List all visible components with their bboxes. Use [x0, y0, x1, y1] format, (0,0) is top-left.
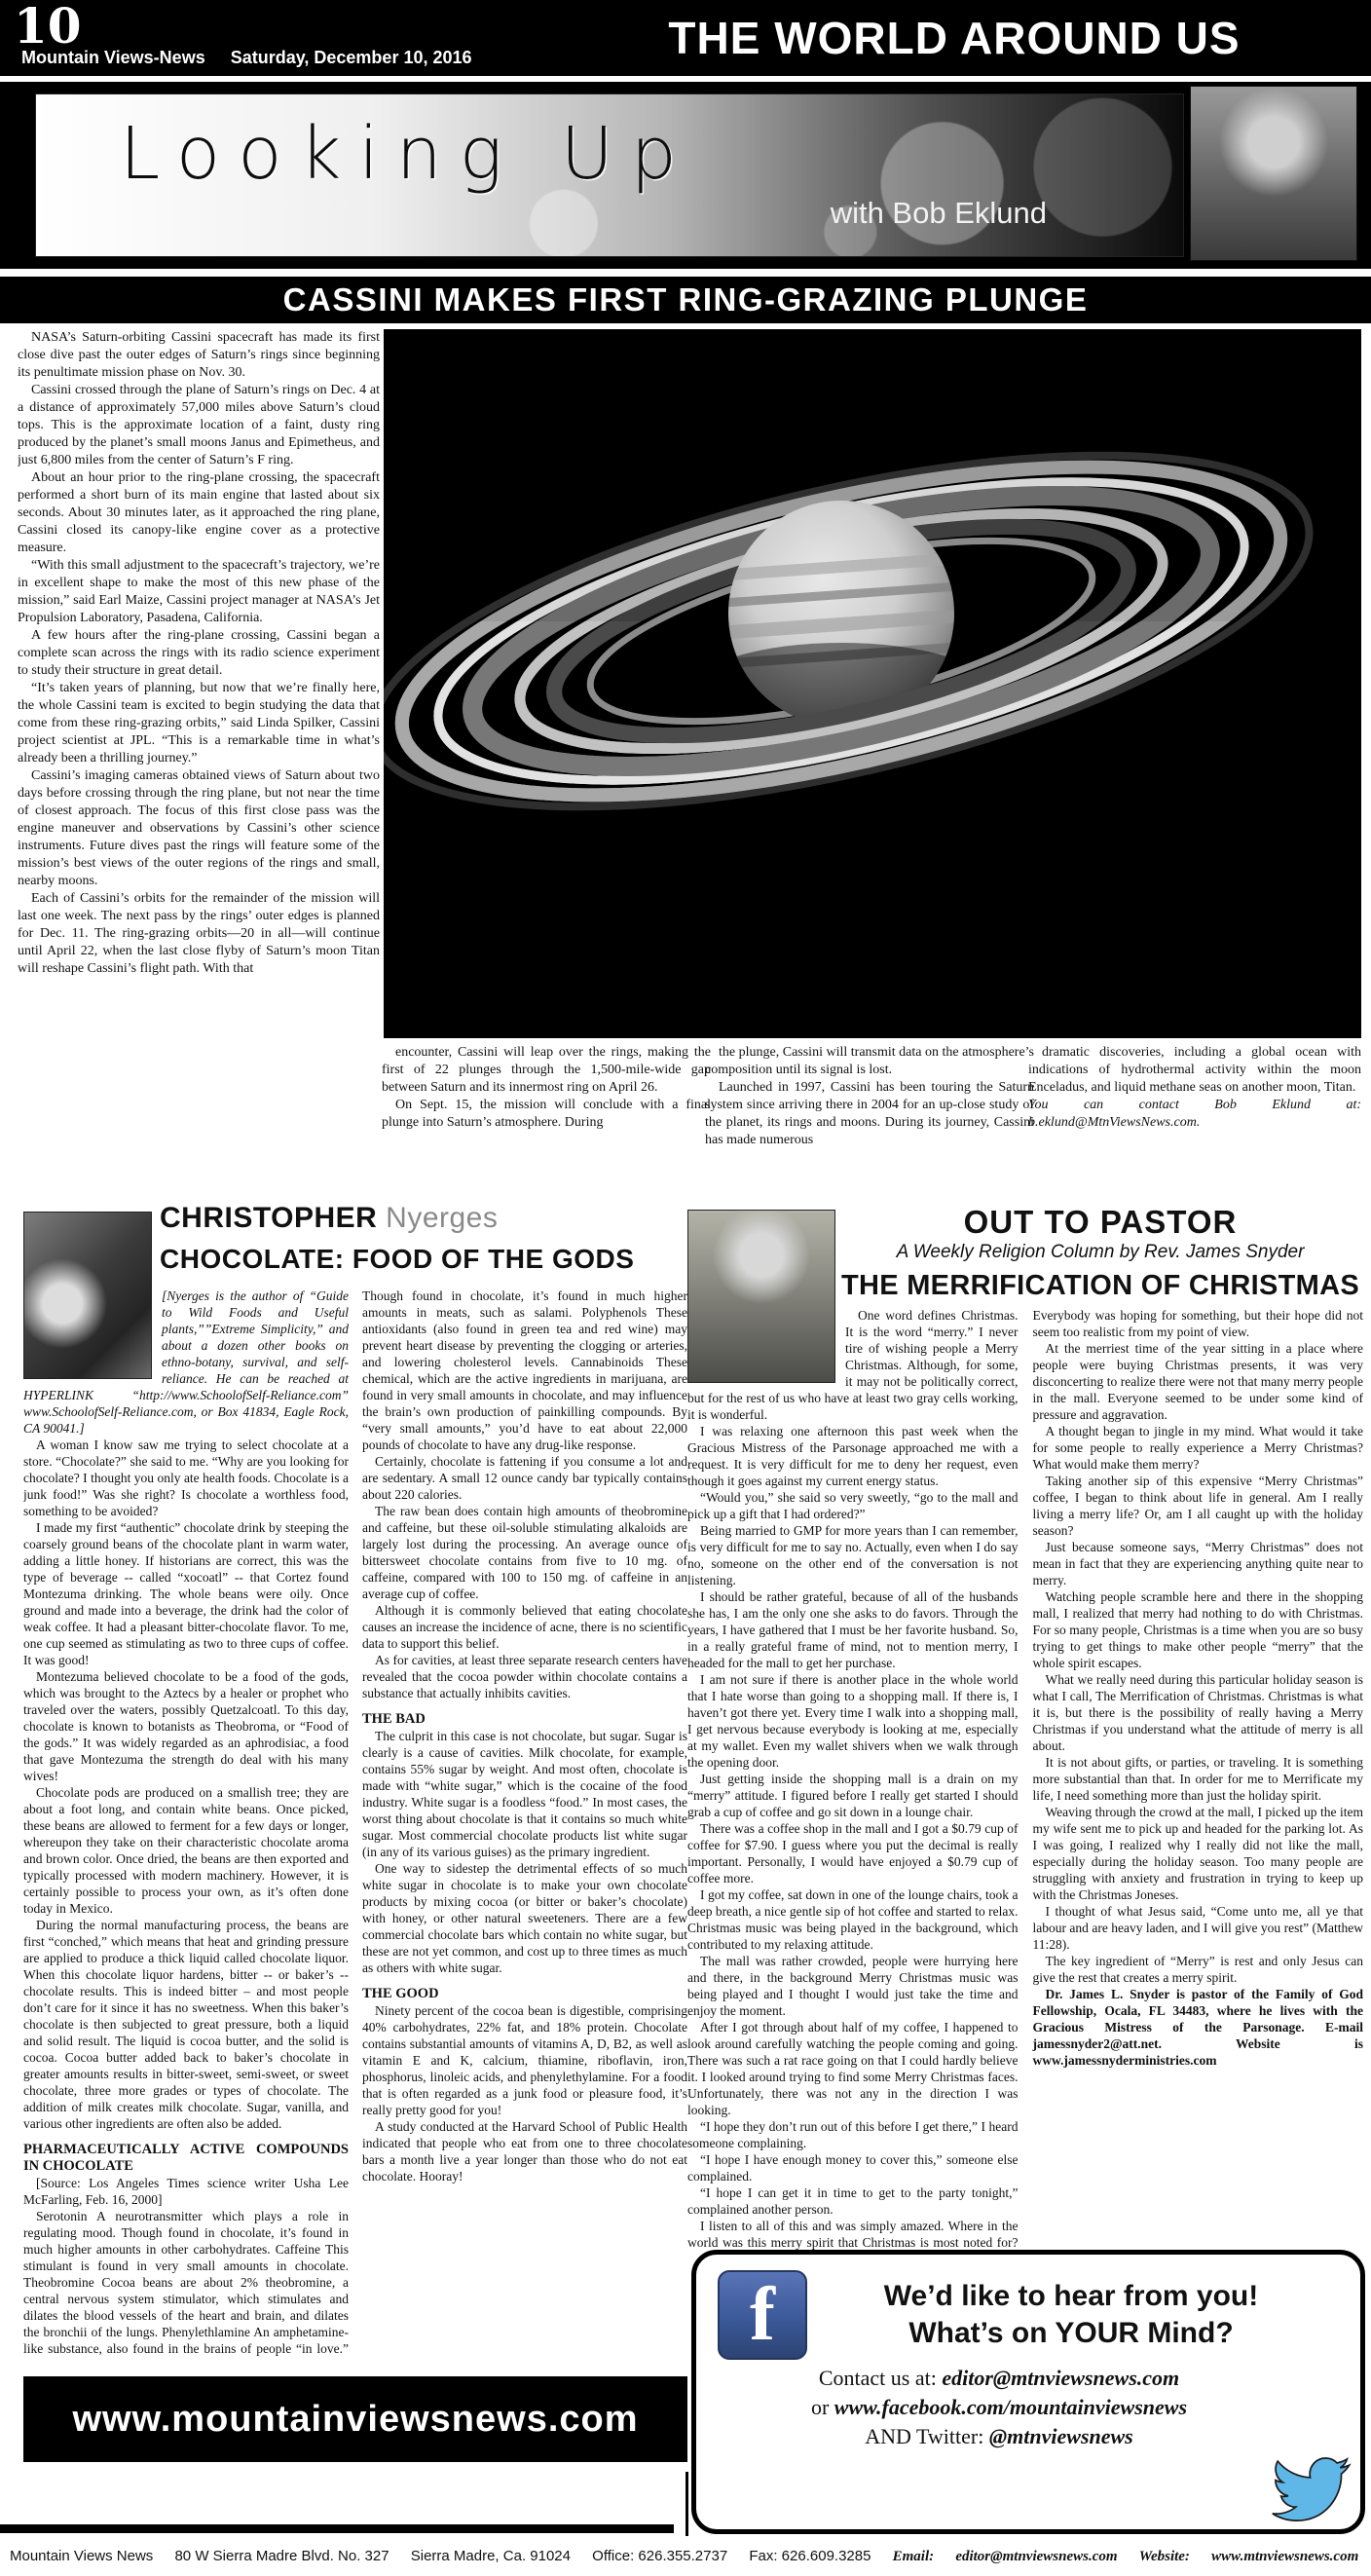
- pastor-article-header: [837, 1204, 1363, 1302]
- chocolate-article-header: [160, 1202, 690, 1286]
- feedback-contact: [696, 2364, 1360, 2451]
- bob-eklund-photo: [1190, 86, 1357, 261]
- pastor-article-title: THE MERRIFICATION OF CHRISTMAS: [840, 1270, 1360, 1301]
- column-logo-title: Looking Up: [120, 112, 694, 196]
- section-title: THE WORLD AROUND US: [668, 13, 1241, 63]
- photo-wrap-spacer: [23, 1288, 162, 1379]
- chocolate-article-title: CHOCOLATE: FOOD OF THE GODS: [160, 1244, 635, 1274]
- author-last-name: Nyerges: [386, 1202, 499, 1234]
- contact-email-link[interactable]: editor@mtnviewsnews.com: [942, 2366, 1180, 2390]
- looking-up-band: [0, 82, 1371, 269]
- cassini-column-1: NASA’s Saturn-orbiting Cassini spacecraft has made its first close dive past the outer edges of Saturn’s rings since beginning its penultimate mission phase on Nov. 30. Cassini crossed through the plane of Saturn’s rings on Dec. 4 at a distance of approximately 57,000 miles above Saturn’s cloud tops. This is the approximate location of a faint, dusty ring produced by the planet’s small moons Janus and Epimetheus, and just 6,800 miles from the center of Saturn’s F ring. About an hour prior to the ring-plane crossing, the spacecraft performed a short burn of its main engine that lasted about six seconds. About 30 minutes later, as it approached the ring plane, Cassini closed its canopy-like engine cover as a protective measure. “With this small adjustment to the spacecraft’s trajectory, we’re in excellent shape to make the most of this new phase of the mission,” said Earl Maize, Cassini project manager at NASA’s Jet Propulsion Laboratory, Pasadena, California. A few hours after the ring-plane crossing, Cassini began a complete scan across the rings with its radio science experiment to study their structure in great detail. “It’s taken years of planning, but now that we’re finally here, the whole Cassini team is excited to begin studying the data that come from these ring-grazing orbits,” said Linda Spilker, Cassini project scientist at JPL. “This is a remarkable time in what’s already been a thrilling journey.” Cassini’s imaging cameras obtained views of Saturn about two days before crossing through the ring plane, but not near the time of closest approach. The focus of this first close pass was the engine maneuver and observations by Cassini’s other science instruments. Future dives past the rings will feature some of the mission’s best views of the outer regions of the rings and small, nearby moons. Each of Cassini’s orbits for the remainder of the mission will last one week. The next pass by the rings’ outer edges is planned for Dec. 11. The ring-grazing orbits—20 in all—will continue until April 22, when the last close flyby of Saturn’s moon Titan will reshape Cassini’s flight path. With that: [18, 330, 380, 976]
- twitter-handle-link[interactable]: @mtnviewsnews: [988, 2424, 1133, 2448]
- looking-up-banner: [35, 93, 1184, 257]
- facebook-icon[interactable]: f: [718, 2270, 807, 2360]
- footer-rule: [0, 2524, 674, 2533]
- footer-email-label: Email:: [892, 2549, 935, 2564]
- footer-email-link[interactable]: editor@mtnviewsnews.com: [955, 2549, 1118, 2564]
- cassini-column-4: dramatic discoveries, including a global ocean with indications of hydrothermal activity within the moon Enceladus, and liquid methane seas on another moon, Titan. You can contact Bob Eklund at: b.eklund@MtnViewsNews.com.: [1028, 1045, 1361, 1130]
- chocolate-author: [160, 1202, 690, 1235]
- author-first-name: CHRISTOPHER: [160, 1202, 378, 1234]
- issue-date: Saturday, December 10, 2016: [230, 48, 472, 67]
- feedback-prompt: [807, 2278, 1335, 2352]
- footer-address: 80 W Sierra Madre Blvd. No. 327: [174, 2548, 389, 2564]
- pastor-subtitle: A Weekly Religion Column by Rev. James Snyder: [896, 1242, 1305, 1262]
- saturn-photo: [384, 329, 1361, 1038]
- page-number: 10: [14, 0, 82, 55]
- feedback-line-2: What’s on YOUR Mind?: [908, 2317, 1234, 2349]
- feedback-line-1: We’d like to hear from you!: [883, 2280, 1259, 2312]
- facebook-url-link[interactable]: www.facebook.com/mountainviewsnews: [834, 2395, 1188, 2419]
- pastor-article-body: One word defines Christmas. It is the word “merry.” I never tire of wishing people a Merry Christmas. Although, for some, it may not be politically correct, but for the rest of us who have at least two gray cells working, it is wonderful. I was relaxing one afternoon this past week when the Gracious Mistress of the Parsonage approached me with a request. It is very difficult for me to deny her request, even though it goes against my current energy status. “Would you,” she said so very sweetly, “go to the mall and pick up a gift that I had ordered?” Being married to GMP for more years than I can remember, is very difficult for me to say no. Actually, even when I do say no, someone on the other end of the conversation is not listening. I should be rather grateful, because of all of the husbands she has, I am the only one she asks to do favors. Through the years, I have gathered that I must be her favorite husband. So, in a really grateful frame of mind, not to mention merry, I headed for the mall to get her purchase. I am not sure if there is another place in the whole world that I hate worse than going to a shopping mall. If there is, I haven’t got there yet. Every time I walk into a shopping mall, I get nervous because everybody is looking at me, especially at my wallet. Even my wallet shivers when we walk through the opening door. Just getting inside the shopping mall is a drain on my “merry” attitude. I figured before I really get started I should grab a cup of coffee and go sit down in a lounge chair. There was a coffee shop in the mall and I got a $0.79 cup of coffee for $7.90. I guess where you put the decimal is really important. Personally, I would have enjoyed a $0.79 cup of coffee more. I got my coffee, sat down in one of the lounge chairs, took a deep breath, a nice gentle sip of hot coffee and started to relax. Christmas music was being played in the background, which contributed to my relaxing attitude. The mall was rather crowded, people were hurrying here and there, in the background Merry Christmas music was being played and I thought I would just take the time and enjoy the moment. After I got through about half of my coffee, I happened to look around carefully watching the people coming and going. There was such a rat race going on that I could hardly believe it. I looked around trying to find some Merry Christmas faces. Unfortunately, there was not any in the direction I was looking. “I hope they don’t run out of this before I get there,” I heard someone complaining. “I hope I have enough money to cover this,” someone else complained. “I hope I can get it in time to get to the party tonight,” complained another person. I listen to all of this and was simply amazed. Where in the world was this merry spirit that Christmas is most noted for? Everybody was hoping for something, but their hope did not seem too realistic from my point of view. At the merriest time of the year sitting in a place where people were buying Christmas presents, it was very disconcerting to realize there were not that many merry people in the mall. Everyone seemed to be under some kind of pressure and aggravation. A thought began to jingle in my mind. What would it take for some people to really experience a Merry Christmas? What would make them merry? Taking another sip of this expensive “Merry Christmas” coffee, I began to think about life in general. Am I really living a merry life? Or, am I all caught up with the holiday season? Just because someone says, “Merry Christmas” does not mean in fact that they are experiencing anything quite near to merry. Watching people scramble here and there in the shopping mall, I realized that merry had nothing to do with Christmas. For so many people, Christmas is a time when you are so busy trying to get things to make other people “merry” that the whole spirit escapes. What we really need during this particular holiday season is what I call, The Merrification of Christmas. Christmas is what it is, but there is the possibility of really having a Merry Christmas if you understand what the attitude of merry is all about. It is not about gifts, or parties, or traveling. It is something more substantial than that. In order for me to Merrificate my life, I need something more than just the holiday spirit. Weaving through the crowd at the mall, I picked up the item my wife sent me to pick up and headed for the parking lot. As I was going, I realized why I really did not like the mall, especially during the holiday season. Too many people are struggling with anxiety and frustration in trying to keep up with the Christmas Joneses. I thought of what Jesus said, “Come unto me, all ye that labour and are heavy laden, and I will give you rest” (Matthew 11:28). The key ingredient of “Merry” is rest and only Jesus can give the rest that creates a merry spirit. Dr. James L. Snyder is pastor of the Family of God Fellowship, Ocala, FL 34483, where he lives with the Gracious Mistress of the Parsonage. E-mail jamessnyder2@att.net. Website is www.jamessnyderministries.com: [687, 1308, 1363, 2250]
- masthead-bar: [0, 0, 1371, 76]
- cassini-column-2: encounter, Cassini will leap over the rings, making the first of 22 plunges through the 1,500-mile-wide gap between Saturn and its innermost ring on April 26. On Sept. 15, the mission will conclude with a final plunge into Saturn’s atmosphere. During: [382, 1045, 711, 1130]
- contact-prefix: Contact us at:: [818, 2366, 943, 2390]
- footer-city: Sierra Madre, Ca. 91024: [410, 2548, 571, 2564]
- paper-name: Mountain Views-News: [21, 48, 205, 67]
- cassini-column-3: the plunge, Cassini will transmit data on the atmosphere’s composition until its signal is lost. Launched in 1997, Cassini has been touring the Saturn system since arriving there in 2004 for an up-close study of the planet, its rings and moons. During its journey, Cassini has made numerous: [705, 1045, 1034, 1147]
- footer-info-line: [10, 2548, 1369, 2565]
- chocolate-article-body: [Nyerges is the author of “Guide to Wild Foods and Useful plants,””Extreme Simplicity,” and about a dozen other books on ethno-botany, survival, and self-reliance. He can be reached at HYPERLINK “http://www.SchoolofSelf-Reliance.com” www.SchoolofSelf-Reliance.com, or Box 41834, Eagle Rock, CA 90041.] A woman I know saw me trying to select chocolate at a store. “Chocolate?” she said to me. “Why are you looking for chocolate? I thought you only ate health foods. Chocolate is a junk food!” Was she right? Is chocolate a worthless food, something to be avoided? I made my first “authentic” chocolate drink by steeping the coarsely ground beans of the chocolate plant in warm water, adding a little honey. If historians are correct, this was the type of beverage -- called “xocoatl” -- that Cortez found Montezuma drinking. The whole beans were oily. Once ground and made into a beverage, the drink had the color of weak coffee. It had a pleasant bitter-chocolate flavor. To me, one cup seemed as stimulating as two to three cups of coffee. It was good! Montezuma believed chocolate to be a food of the gods, which was brought to the Aztecs by a healer or prophet who traveled over the waters, possibly Quetzalcoatl. To this day, chocolate is known to botanists as Theobroma, or “Food of the gods.” It was widely regarded as an aphrodisiac, a food that gave Montezuma the strength do deal with his many wives! Chocolate pods are produced on a smallish tree; they are about a foot long, and contain white beans. Once picked, these beans are allowed to ferment for a few days or longer, whereupon they take on their characteristic chocolate aroma and brown color. Once dried, the beans are then exported and typically processed with modern machinery. However, it is certainly possible to process your own, as it’s often done today in Mexico. During the normal manufacturing process, the beans are first “conched,” which means that heat and grinding pressure are applied to produce a thick liquid called chocolate liquor. When this chocolate liquor hardens, bitter -- or baker’s -- chocolate results. This is indeed bitter – and most people don’t care for it since it has no sweetness. When this baker’s chocolate is then subjected to great pressure, both a liquid and solid result. The liquid is cocoa butter, and the solid is cocoa. Cocoa butter added back to baker’s chocolate in greater amounts results in bitter-sweet, semi-sweet, or sweet chocolate, three more grades or types of chocolate. The addition of milk creates milk chocolate. Sugar, vanilla, and various other ingredients are often also be added. PHARMACEUTICALLY ACTIVE COMPOUNDS IN CHOCOLATE [Source: Los Angeles Times science writer Usha Lee McFarling, Feb. 16, 2000] Serotonin A neurotransmitter which plays a role in regulating mood. Though found in chocolate, it’s found in much higher amounts in other carbohydrates. Caffeine This stimulant is found in very small amounts in chocolate. Theobromine Cocoa beans are about 2% theobromine, a central nervous system stimulator, which stimulates and dilates the blood vessels of the heart and brain, and dilates the bronchii of the lungs. Phenylethlamine An amphetamine-like substance, also found in the brains of people “in love.” Though found in chocolate, it’s found in much higher amounts in meats, such as salami. Polyphenols These antioxidants (also found in green tea and red wine) may prevent heart disease by preventing the clogging or arteries, and lowering cholesterol levels. Cannabinoids These chemical, which are the active ingredients in marijuana, are found in very small amounts in chocolate, and may influence the brain’s own production of painkilling compounds. By “very small amounts,” you’d have to eat about 22,000 pounds of chocolate to have any drug-like response. Certainly, chocolate is fattening if you consume a lot and are sedentary. A small 12 ounce candy bar typically contains about 220 calories. The raw bean does contain high amounts of theobromine and caffeine, but these oil-soluble stimulating alkaloids are largely lost during the processing. An average ounce of bittersweet chocolate contains from five to 10 mg. of caffeine, compared with 100 to 150 mg. of caffeine in an average cup of coffee. Although it is commonly believed that eating chocolate causes an increase the incidence of acne, there is no scientific data to support this belief. As for cavities, at least three separate research centers have revealed that the cocoa powder within chocolate contains a substance that actually inhibits cavities. THE BAD The culprit in this case is not chocolate, but sugar. Sugar is clearly is a cause of cavities. Milk chocolate, for example, contains 55% sugar by weight. And most often, chocolate is made with “white sugar,” which is the cocaine of the food industry. White sugar is a foodless “food.” In most cases, the worst thing about chocolate is that it contains so much white sugar. Most commercial chocolate products list white sugar (in any of its various guises) as the primary ingredient. One way to sidestep the detrimental effects of so much white sugar in chocolate is to make your own chocolate products by mixing cocoa (or bitter or baker’s chocolate) with honey, or other natural sweeteners. There are a few commercial chocolate bars which contain no white sugar, but these are not yet common, and cost up to three times as much as others with white sugar. THE GOOD Ninety percent of the cocoa bean is digestible, comprising 40% carbohydrates, 22% fat, and 18% protein. Chocolate contains substantial amounts of vitamins A, D, B2, as well as vitamin E and K, calcium, thiamine, riboflavin, iron, phosphorus, linoleic acids, and phenylethylamine. For a food that is often regarded as a junk food or pleasure food, it’s really pretty good for you! A study conducted at the Harvard School of Public Health indicated that people who eat from one to three chocolate bars a month live a year longer than those who do not eat chocolate. Hooray!: [23, 1288, 687, 2356]
- website-banner[interactable]: www.mountainviewsnews.com: [23, 2376, 687, 2462]
- footer-paper-name: Mountain Views News: [10, 2548, 154, 2564]
- feedback-top-row: [696, 2255, 1360, 2364]
- column-byline: with Bob Eklund: [830, 196, 1047, 230]
- and-twitter-prefix: AND Twitter:: [865, 2424, 989, 2448]
- or-prefix: or: [810, 2395, 834, 2419]
- feedback-box: [691, 2250, 1365, 2534]
- pastor-kicker: OUT TO PASTOR: [963, 1204, 1238, 1240]
- footer-website-label: Website:: [1138, 2549, 1190, 2564]
- footer-office-phone: Office: 626.355.2737: [592, 2548, 728, 2564]
- photo-wrap-spacer: [687, 1307, 845, 1385]
- footer-divider: [686, 2472, 688, 2536]
- footer-website-link[interactable]: www.mtnviewsnews.com: [1211, 2549, 1359, 2564]
- twitter-bird-icon: [1269, 2455, 1352, 2527]
- footer-fax: Fax: 626.609.3285: [749, 2548, 871, 2564]
- cassini-headline: CASSINI MAKES FIRST RING-GRAZING PLUNGE: [0, 277, 1371, 323]
- masthead-line: [21, 48, 498, 68]
